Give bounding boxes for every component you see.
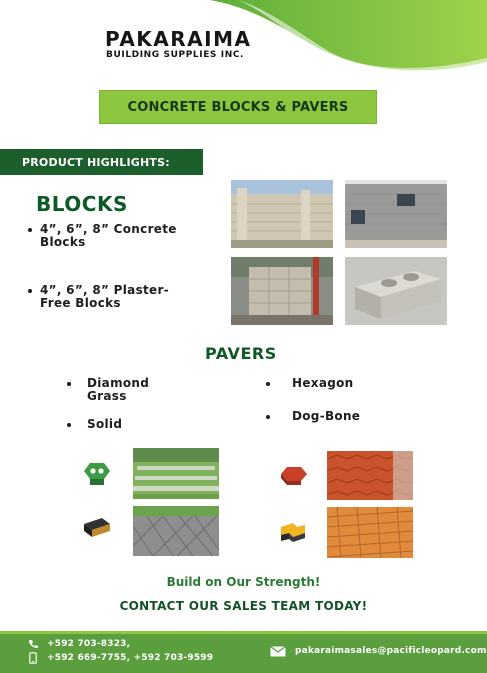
pavers-item-label: Solid [87,417,123,431]
call-to-action: CONTACT OUR SALES TEAM TODAY! [119,599,368,613]
blocks-item-concrete [28,223,177,249]
pavers-item-diamond-grass [67,377,149,403]
footer-bar [0,631,487,673]
mobile-icon [29,652,37,664]
blocks-item-label: 4”, 6”, 8” Concrete Blocks [40,222,177,249]
bullet-dot [266,415,270,419]
footer-accent [0,631,487,634]
phone-icon [28,639,38,649]
dog-bone-paver-icon [275,521,309,547]
pavers-item-label: Hexagon [292,376,354,390]
diamond-grass-paver-icon [80,459,114,489]
pavers-item-dog-bone [266,410,360,423]
photo-solid-pavers [133,506,219,556]
pavers-item-label: Diamond Grass [87,376,150,403]
photo-hexagon-pavers [327,451,413,500]
phone-number-secondary[interactable]: +592 669-7755, +592 703-9599 [47,653,214,663]
tagline: Build on Our Strength! [166,575,321,589]
pavers-title: PAVERS [205,344,277,363]
brand-logo [105,28,251,61]
hexagon-paver-icon [279,464,309,488]
blocks-item-plaster-free [28,284,169,310]
bullet-dot [67,423,71,427]
photo-dog-bone-pavers [327,507,413,558]
pavers-item-hexagon [266,377,354,390]
photo-block-building [345,180,447,248]
phone-number-primary[interactable]: +592 703-8323, [47,639,131,649]
photo-block-single [345,257,447,325]
pavers-item-label: Dog-Bone [292,409,361,423]
product-highlights-label: PRODUCT HIGHLIGHTS: [0,149,203,175]
solid-paver-icon [80,516,114,540]
brand-name: PAKARAIMA [105,27,252,51]
bullet-dot [28,289,32,293]
bullet-dot [266,382,270,386]
photo-block-wall [231,180,333,248]
photo-grass-pavers [133,448,219,499]
bullet-dot [67,382,71,386]
blocks-title: BLOCKS [36,192,128,216]
email-address[interactable]: pakaraimasales@pacificleopard.com [295,646,487,656]
brand-subtitle: BUILDING SUPPLIES INC. [106,50,245,60]
photo-block-pallet [231,257,333,325]
blocks-item-label: 4”, 6”, 8” Plaster- Free Blocks [40,283,169,310]
mail-icon [270,646,286,657]
bullet-dot [28,228,32,232]
pavers-item-solid [67,418,122,431]
title-banner: CONCRETE BLOCKS & PAVERS [99,90,377,124]
